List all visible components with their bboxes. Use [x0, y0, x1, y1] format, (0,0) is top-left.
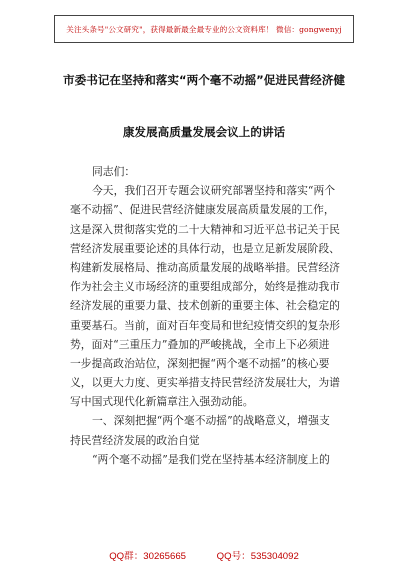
body-line: 写中国式现代化新篇章注入强劲动能。: [70, 395, 254, 409]
body-line: 同志们：: [92, 165, 136, 178]
body-line: “两个毫不动摇”是我们党在坚持基本经济制度上的: [92, 452, 330, 466]
body-line: 这是深入贯彻落实党的二十大精神和习近平总书记关于民: [70, 222, 340, 236]
body-line: 势，面对“三重压力”叠加的严峻挑战，全市上下必须进: [70, 337, 330, 351]
document-title-line-2: 康发展高质量发展会议上的讲话: [122, 125, 286, 139]
body-line: 持民营经济发展的政治自觉: [70, 433, 200, 447]
body-line: 一步提高政治站位，深刻把握“两个毫不动摇”的核心要: [70, 356, 330, 370]
body-line: 毫不动摇”、促进民营经济健康发展高质量发展的工作，: [70, 203, 335, 217]
body-line: 作为社会主义市场经济的重要组成部分，始终是推动我市: [70, 280, 340, 294]
body-line: 一、深刻把握“两个毫不动摇”的战略意义，增强支: [92, 414, 330, 428]
footer-qq-group: QQ群：30265665: [109, 551, 186, 562]
document-body: [70, 162, 342, 469]
body-line: 重要基石。当前，面对百年变局和世纪疫情交织的复杂形: [70, 318, 340, 332]
body-line: 今天，我们召开专题会议研究部署坚持和落实“两个: [92, 184, 336, 198]
body-line: 义，以更大力度、更实举措支持民营经济发展壮大，为谱: [70, 376, 340, 390]
body-line: 经济发展的重要力量、技术创新的重要主体、社会稳定的: [70, 299, 340, 313]
body-line: 构建新发展格局、推动高质量发展的战略举措。民营经济: [70, 260, 340, 274]
body-line: 营经济发展重要论述的具体行动，也是立足新发展阶段、: [70, 241, 340, 255]
footer-qq-number: QQ号：535304092: [216, 551, 299, 562]
header-notice-box: [54, 15, 354, 43]
footer-contact: [0, 548, 408, 562]
header-notice-text: 关注头条号"公文研究"，获得最新最全最专业的公文资料库！ 微信：gongwenyj: [66, 24, 342, 34]
document-title-line-1: 市委书记在坚持和落实“两个毫不动摇”促进民营经济健: [63, 73, 345, 87]
